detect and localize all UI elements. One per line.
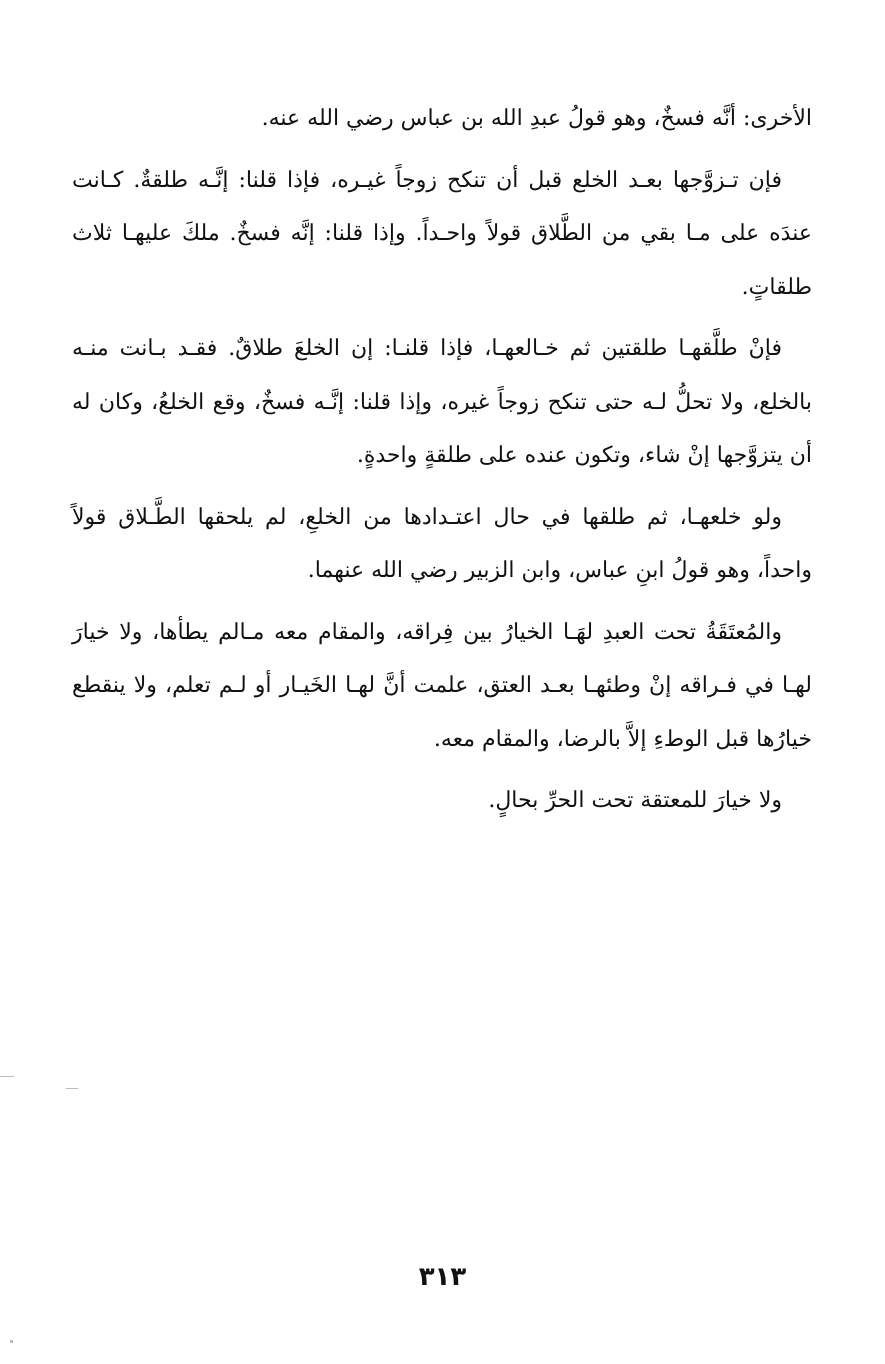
paragraph-4: ولو خلعهـا، ثم طلقها في حال اعتـدادها من الخلعِ، لم يلحقها الطَّـلاق قولاً واحداً، وهو قولُ ابنِ عباس، وابن الزبير رضي الله عنهما. [72, 504, 812, 583]
body-text [72, 92, 812, 836]
page-number: ٣١٣ [418, 1262, 467, 1292]
scan-artifact [10, 1340, 13, 1343]
paragraph-3: فإنْ طلَّقهـا طلقتين ثم خـالعهـا، فإذا قلنـا: إن الخلعَ طلاقٌ. فقـد بـانت منـه بالخلع، ولا تحلُّ لـه حتى تنكح زوجاً غيره، وإذا قلنا: إنَّـه فسخٌ، وقع الخلعُ، وكان له أن يتزوَّجها إنْ شاء، وتكون عنده على طلقةٍ واحدةٍ. [72, 336, 812, 468]
paragraph-6: ولا خيارَ للمعتقة تحت الحرِّ بحالٍ. [488, 788, 782, 813]
scan-artifact [0, 1076, 14, 1077]
paragraph-1: الأخرى: أنَّه فسخٌ، وهو قولُ عبدِ الله بن عباس رضي الله عنه. [261, 106, 812, 131]
paragraph-5: والمُعتَقَةُ تحت العبدِ لهَـا الخيارُ بين فِراقه، والمقام معه مـالم يطأها، ولا خيارَ لهـا في فـراقه إنْ وطئهـا بعـد العتق، علمت أنَّ لهـا الخَيـار أو لـم تعلم، ولا ينقطع خيارُها قبل الوطءِ إلاَّ بالرضا، والمقام معه. [72, 619, 812, 752]
paragraph-2: فإن تـزوَّجها بعـد الخلع قبل أن تنكح زوجاً غيـره، فإذا قلنا: إنَّـه طلقةٌ. كـانت عندَه على مـا بقي من الطَّلاق قولاً واحـداً. وإذا قلنا: إنَّه فسخٌ. ملكَ عليهـا ثلاث طلقاتٍ. [72, 167, 812, 300]
scan-artifact [66, 1088, 78, 1089]
